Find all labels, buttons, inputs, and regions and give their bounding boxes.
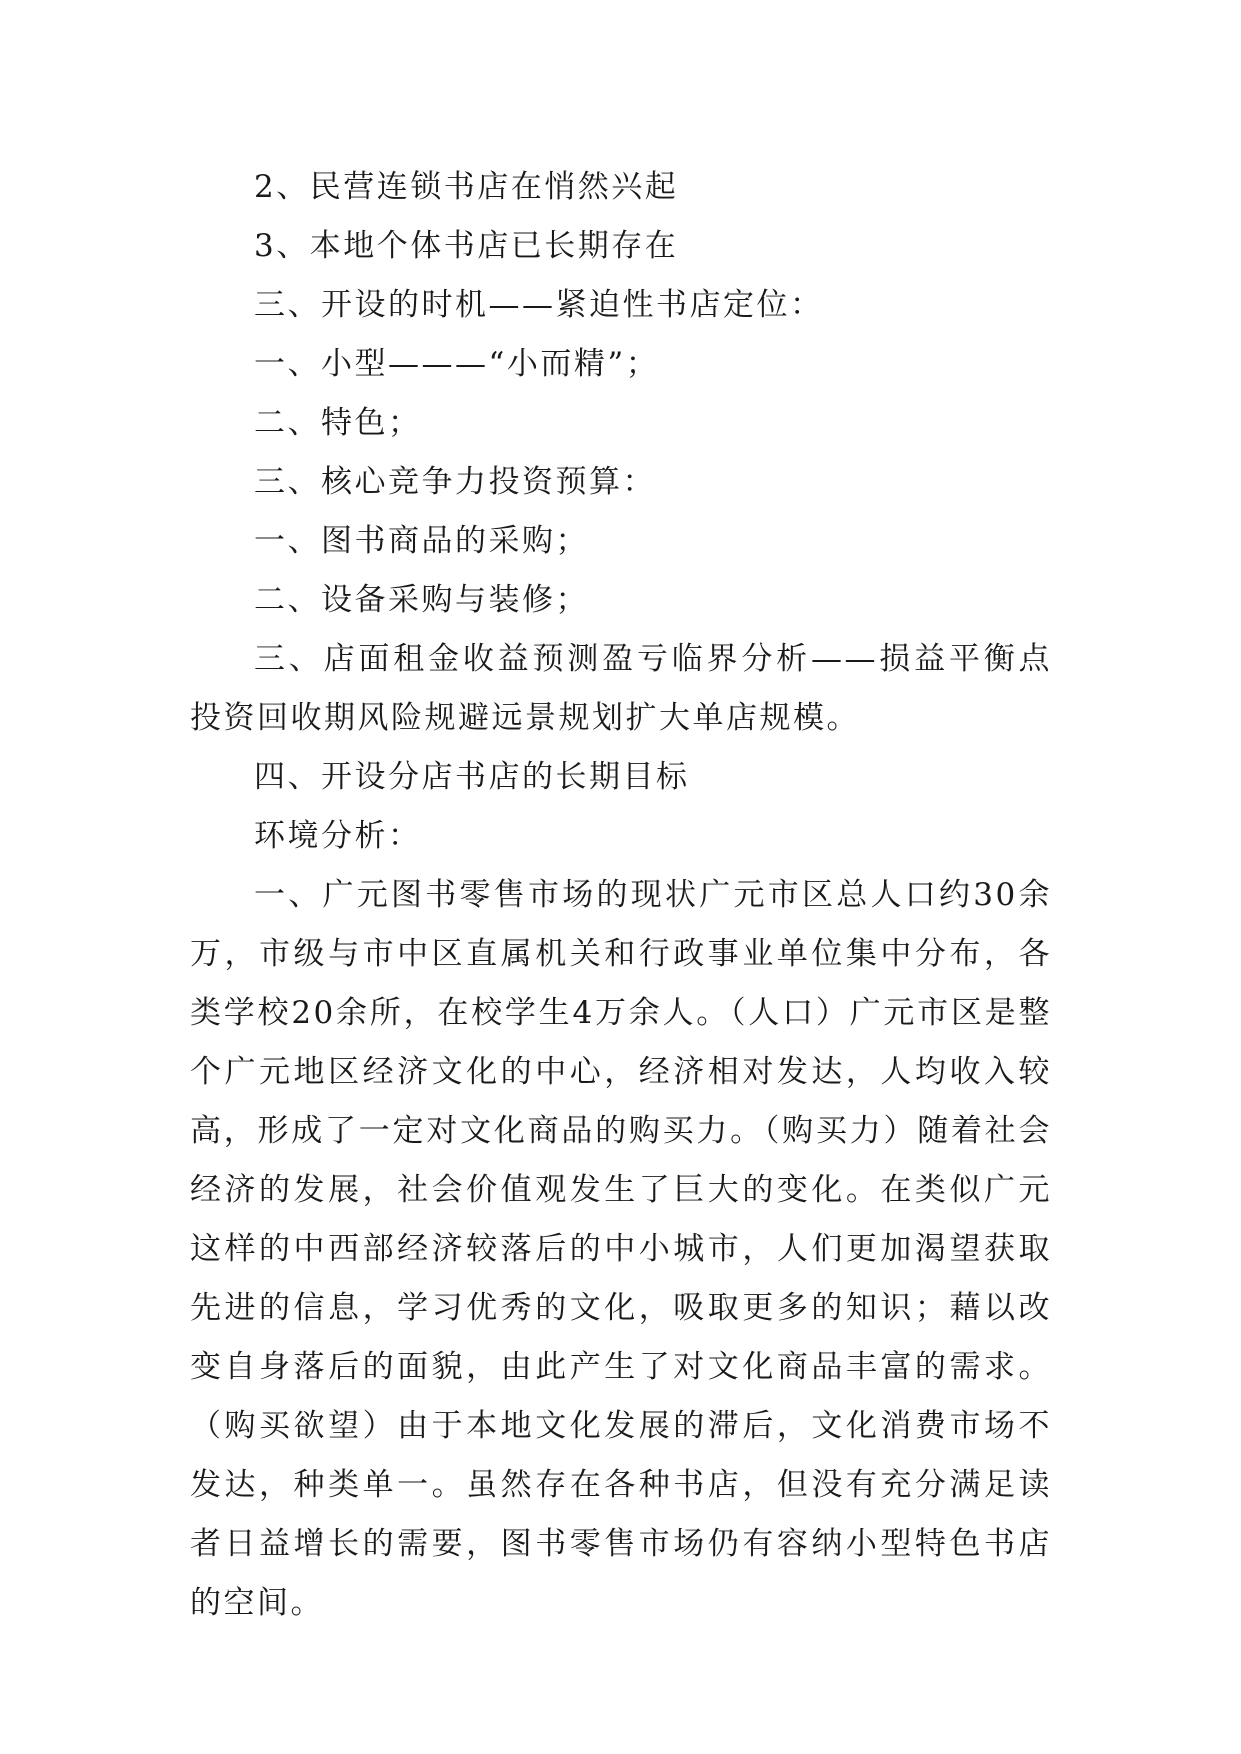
paragraph-budget-equipment: 二、设备采购与装修； — [254, 582, 589, 618]
paragraph-timing-heading: 三、开设的时机——紧迫性书店定位： — [254, 287, 824, 323]
document-body — [190, 158, 1052, 1633]
paragraph-long-term-goal: 四、开设分店书店的长期目标 — [254, 759, 690, 795]
paragraph-position-small: 一、小型———“小而精”； — [254, 346, 660, 382]
paragraph-competitor-chain: 2、民营连锁书店在悄然兴起 — [254, 169, 679, 205]
paragraph-budget-books: 一、图书商品的采购； — [254, 523, 589, 559]
paragraph-core-budget: 三、核心竞争力投资预算： — [254, 464, 656, 500]
paragraph-competitor-local: 3、本地个体书店已长期存在 — [254, 228, 679, 264]
paragraph-market-status: 一、广元图书零售市场的现状广元市区总人口约30余万，市级与市中区直属机关和行政事业单位集中分布，各类学校20余所，在校学生4万余人。（人口）广元市区是整个广元地区经济文化的中心，经济相对发达，人均收入较高，形成了一定对文化商品的购买力。（购买力）随着社会经济的发展，社会价值观发生了巨大的变化。在类似广元这样的中西部经济较落后的中小城市，人们更加渴望获取先进的信息，学习优秀的文化，吸取更多的知识；藉以改变自身落后的面貌，由此产生了对文化商品丰富的需求。（购买欲望）由于本地文化发展的滞后，文化消费市场不发达，种类单一。虽然存在各种书店，但没有充分满足读者日益增长的需要，图书零售市场仍有容纳小型特色书店的空间。 — [190, 877, 1052, 1621]
paragraph-position-feature: 二、特色； — [254, 405, 422, 441]
paragraph-environment-heading: 环境分析： — [254, 818, 422, 854]
paragraph-budget-rent: 三、店面租金收益预测盈亏临界分析——损益平衡点投资回收期风险规避远景规划扩大单店规模。 — [190, 641, 1052, 736]
